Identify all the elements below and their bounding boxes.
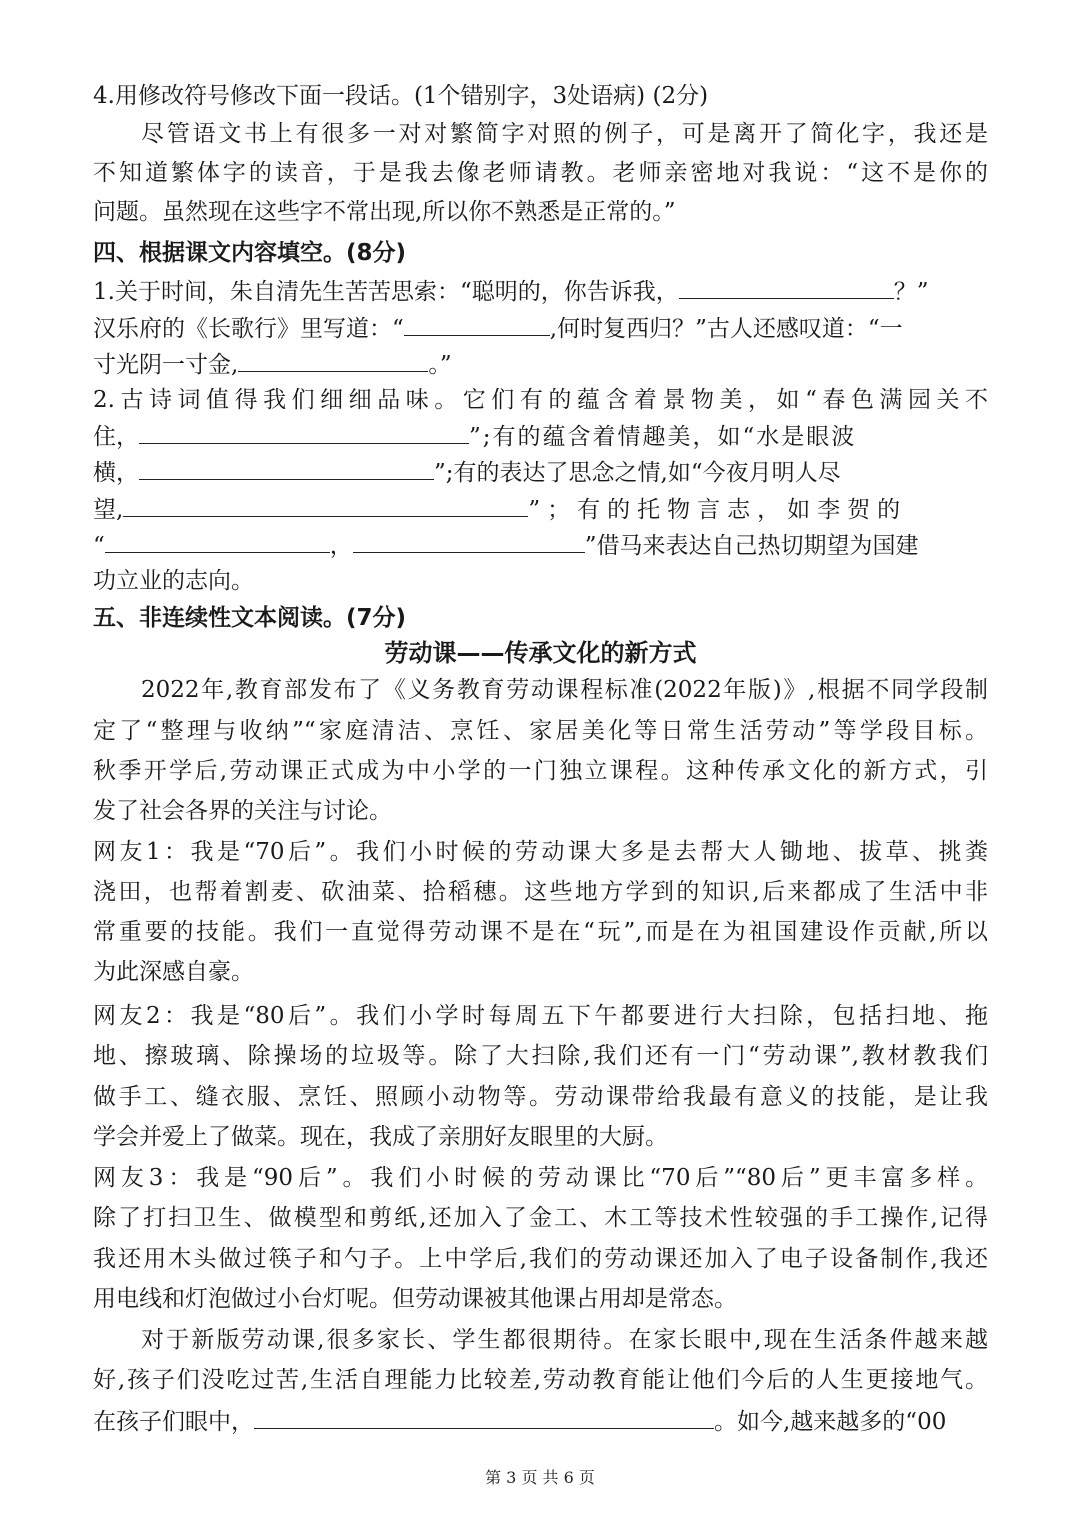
article-line: 做手工、缝衣服、烹饪、照顾小动物等。劳动课带给我最有意义的技能，是让我 bbox=[93, 1084, 988, 1110]
section5-heading: 五、非连续性文本阅读。(7分) bbox=[93, 605, 407, 631]
fill-text: 汉乐府的《长歌行》里写道：“ bbox=[93, 316, 404, 342]
fill-text: ,何时复西归？”古人还感叹道：“一 bbox=[549, 316, 903, 342]
fill-line: 功立业的志向。 bbox=[93, 568, 254, 594]
answer-blank[interactable] bbox=[238, 345, 428, 372]
article-line: 网友2：我是“80后”。我们小学时每周五下午都要进行大扫除，包括扫地、拖 bbox=[93, 1003, 988, 1029]
answer-blank[interactable] bbox=[123, 490, 528, 517]
fill-line bbox=[93, 309, 988, 347]
q4-paragraph-line: 不知道繁体字的读音，于是我去像老师请教。老师亲密地对我说：“这不是你的 bbox=[93, 160, 988, 186]
answer-blank[interactable] bbox=[139, 417, 469, 444]
article-line: 2022年,教育部发布了《义务教育劳动课程标准(2022年版)》,根据不同学段制 bbox=[141, 677, 988, 703]
fill-text: 1.关于时间，朱自清先生苦苦思索：“聪明的，你告诉我， bbox=[93, 279, 679, 305]
article-text: 。如今,越来越多的“00 bbox=[714, 1409, 947, 1435]
fill-text: 望, bbox=[93, 497, 124, 523]
article-line: 定了“整理与收纳”“家庭清洁、烹饪、家居美化等日常生活劳动”等学段目标。 bbox=[93, 718, 988, 744]
article-line: 对于新版劳动课,很多家长、学生都很期待。在家长眼中,现在生活条件越来越 bbox=[141, 1327, 988, 1353]
article-line: 学会并爱上了做菜。现在，我成了亲朋好友眼里的大厨。 bbox=[93, 1124, 668, 1150]
fill-text: ？” bbox=[893, 279, 929, 305]
article-line: 除了打扫卫生、做模型和剪纸,还加入了金工、木工等技术性较强的手工操作,记得 bbox=[93, 1205, 988, 1231]
article-line: 浇田，也帮着割麦、砍油菜、拾稻穗。这些地方学到的知识,后来都成了生活中非 bbox=[93, 879, 988, 905]
article-line: 秋季开学后,劳动课正式成为中小学的一门独立课程。这种传承文化的新方式，引 bbox=[93, 758, 988, 784]
section4-heading: 四、根据课文内容填空。(8分) bbox=[93, 240, 407, 266]
fill-line bbox=[93, 417, 988, 455]
fill-line bbox=[93, 490, 988, 528]
fill-text: ”借马来表达自己热切期望为国建 bbox=[584, 533, 919, 559]
fill-text: 住， bbox=[93, 424, 139, 450]
answer-blank[interactable] bbox=[679, 272, 894, 299]
answer-blank[interactable] bbox=[254, 1402, 714, 1429]
article-line: 我还用木头做过筷子和勺子。上中学后,我们的劳动课还加入了电子设备制作,我还 bbox=[93, 1246, 988, 1272]
q4-paragraph-line: 问题。虽然现在这些字不常出现,所以你不熟悉是正常的。” bbox=[93, 199, 676, 225]
fill-line bbox=[93, 345, 988, 383]
fill-text: ”;有的表达了思念之情,如“今夜月明人尽 bbox=[434, 460, 841, 486]
article-line: 为此深感自豪。 bbox=[93, 959, 254, 985]
article-title: 劳动课——传承文化的新方式 bbox=[384, 639, 697, 667]
article-line: 发了社会各界的关注与讨论。 bbox=[93, 798, 392, 824]
fill-line bbox=[93, 453, 988, 491]
fill-text: ”；有的托物言志，如李贺的 bbox=[528, 497, 908, 523]
fill-text: 横， bbox=[93, 460, 139, 486]
answer-blank[interactable] bbox=[353, 526, 585, 553]
answer-blank[interactable] bbox=[404, 309, 550, 336]
fill-line: 2.古诗词值得我们细细品味。它们有的蕴含着景物美，如“春色满园关不 bbox=[93, 387, 988, 413]
fill-text: ， bbox=[329, 533, 353, 559]
answer-blank[interactable] bbox=[105, 526, 330, 553]
fill-text: 寸光阴一寸金, bbox=[93, 352, 239, 378]
fill-text: “ bbox=[93, 533, 105, 559]
article-line: 用电线和灯泡做过小台灯呢。但劳动课被其他课占用却是常态。 bbox=[93, 1286, 737, 1312]
article-line: 网友3：我是“90后”。我们小时候的劳动课比“70后”“80后”更丰富多样。 bbox=[93, 1165, 988, 1191]
fill-line bbox=[93, 272, 988, 310]
article-line: 网友1：我是“70后”。我们小时候的劳动课大多是去帮大人锄地、拔草、挑粪 bbox=[93, 839, 988, 865]
article-line: 好,孩子们没吃过苦,生活自理能力比较差,劳动教育能让他们今后的人生更接地气。 bbox=[93, 1367, 988, 1393]
fill-text: 。” bbox=[428, 352, 452, 378]
article-line: 常重要的技能。我们一直觉得劳动课不是在“玩”,而是在为祖国建设作贡献,所以 bbox=[93, 919, 988, 945]
article-text: 在孩子们眼中， bbox=[93, 1409, 254, 1435]
fill-text: ”;有的蕴含着情趣美，如“水是眼波 bbox=[469, 424, 857, 450]
answer-blank[interactable] bbox=[139, 453, 434, 480]
q4-paragraph-line: 尽管语文书上有很多一对对繁简字对照的例子，可是离开了简化字，我还是 bbox=[141, 121, 988, 147]
article-line: 地、擦玻璃、除操场的垃圾等。除了大扫除,我们还有一门“劳动课”,教材教我们 bbox=[93, 1043, 988, 1069]
fill-line bbox=[93, 526, 988, 564]
article-line bbox=[93, 1402, 988, 1440]
page-number: 第 3 页 共 6 页 bbox=[485, 1468, 595, 1487]
q4-instruction: 4.用修改符号修改下面一段话。(1个错别字，3处语病) (2分) bbox=[93, 83, 709, 109]
